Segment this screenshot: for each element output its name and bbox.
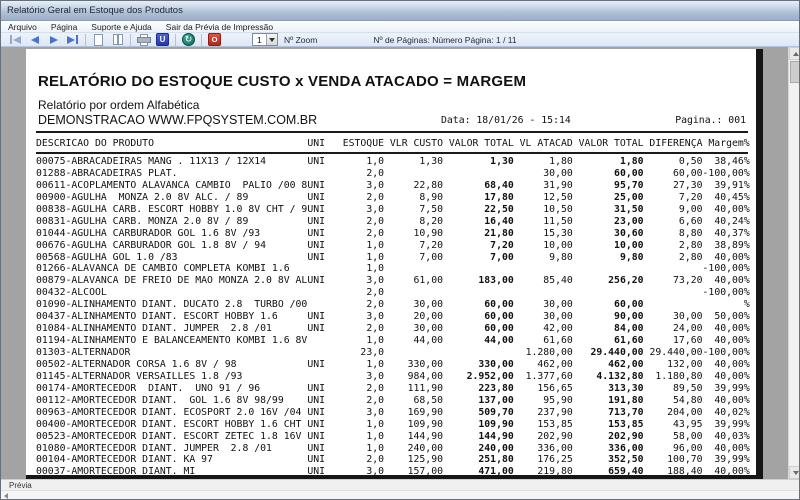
- table-row: 01084-ALINHAMENTO DIANT. JUMPER 2.8 /01 UNI 2,0 30,00 60,00 42,00 84,00 24,00 40,00%: [36, 323, 750, 335]
- printer-setup-icon: U: [156, 33, 169, 46]
- two-page-view-button[interactable]: [108, 33, 127, 46]
- table-row: 00037-AMORTECEDOR DIANT. MI UNI 3,0 157,00 471,00 219,80 659,40 188,40 40,00%: [36, 466, 750, 478]
- previous-page-icon: [31, 36, 39, 44]
- report-page-number: Pagina.: 001: [675, 115, 746, 126]
- table-row: 00611-ACOPLAMENTO ALAVANCA CAMBIO PALIO /00 8UNI 3,0 22,80 68,40 31,90 95,70 27,30 39,91%: [36, 179, 750, 191]
- table-row: 00831-AGULHA CARB. MONZA 2.0 8V / 89 UNI 2,0 8,20 16,40 11,50 23,00 6,60 40,24%: [36, 215, 750, 227]
- table-row: 00568-AGULHA GOL 1.0 /83 UNI 1,0 7,00 7,00 9,80 9,80 2,80 40,00%: [36, 251, 750, 263]
- status-bar: [1, 479, 800, 490]
- first-page-button[interactable]: [6, 33, 25, 46]
- zoom-label: Nº Zoom: [284, 34, 318, 45]
- report-company: DEMONSTRACAO WWW.FPQSYSTEM.COM.BR: [38, 113, 318, 127]
- exit-preview-button[interactable]: [205, 33, 224, 46]
- report-rows: [36, 156, 750, 478]
- table-row: 01080-AMORTECEDOR DIANT. JUMPER 2.8 /01 UNI 1,0 240,00 240,00 336,00 336,00 96,00 40,00%: [36, 442, 750, 454]
- previous-page-button[interactable]: [25, 33, 44, 46]
- chevron-down-icon: [269, 38, 275, 42]
- table-row: 00075-ABRACADEIRAS MANG . 11X13 / 12X14 UNI 1,0 1,30 1,30 1,80 1,80 0,50 38,46%: [36, 156, 750, 167]
- last-page-button[interactable]: [63, 33, 82, 46]
- report-title: RELATÓRIO DO ESTOQUE CUSTO x VENDA ATACADO = MARGEM: [38, 73, 527, 90]
- report-date: Data: 18/01/26 - 15:14: [441, 115, 571, 126]
- window-title: Relatório Geral em Estoque dos Produtos: [7, 5, 183, 16]
- printer-setup-button[interactable]: [153, 33, 172, 46]
- table-row: 00523-AMORTECEDOR DIANT. ESCORT ZETEC 1.8 16V UNI 1,0 144,90 144,90 202,90 202,90 58,00 40,03%: [36, 430, 750, 442]
- table-row: 01288-ABRACADEIRAS PLAT. 2,0 30,00 60,00 60,00-100,00%: [36, 167, 750, 179]
- table-row: 00104-AMORTECEDOR DIANT. KA 97 UNI 2,0 125,90 251,80 176,25 352,50 100,70 39,99%: [36, 454, 750, 466]
- table-row: 01194-ALINHAMENTO E BALANCEAMENTO KOMBI 1.6 8V 1,0 44,00 44,00 61,60 61,60 17,60 40,00%: [36, 335, 750, 347]
- chevron-down-icon: [793, 471, 799, 475]
- print-button[interactable]: [134, 33, 153, 46]
- table-row: 00900-AGULHA MONZA 2.0 8V ALC. / 89 UNI 2,0 8,90 17,80 12,50 25,00 7,20 40,45%: [36, 191, 750, 203]
- table-row: 01266-ALAVANCA DE CAMBIO COMPLETA KOMBI 1.6 1,0 -100,00%: [36, 263, 750, 275]
- preview-area: [1, 47, 800, 479]
- table-row: 00432-ALCOOL 2,0 -100,00%: [36, 287, 750, 299]
- menu-item-suporte[interactable]: Suporte e Ajuda: [91, 21, 152, 32]
- toolbar-separator: [130, 34, 131, 46]
- scroll-down-button[interactable]: [789, 466, 800, 479]
- report-divider: [36, 131, 748, 133]
- two-page-icon: [113, 34, 123, 45]
- menu-item-sair-previa[interactable]: Sair da Prévia de Impressão: [165, 21, 274, 32]
- last-page-icon: [67, 36, 75, 44]
- table-row: 00502-ALTERNADOR CORSA 1.6 8V / 98 UNI 1,0 330,00 330,00 462,00 462,00 132,00 40,00%: [36, 358, 750, 370]
- table-row: 00437-ALINHAMENTO DIANT. ESCORT HOBBY 1.6 UNI 3,0 20,00 60,00 30,00 90,00 30,00 50,00%: [36, 311, 750, 323]
- vertical-scrollbar[interactable]: [788, 47, 800, 479]
- single-page-view-button[interactable]: [89, 33, 108, 46]
- toolbar: [1, 33, 800, 47]
- menu-bar: [1, 21, 800, 33]
- table-row: 01090-ALINHAMENTO DIANT. DUCATO 2.8 TURBO /00 2,0 30,00 60,00 30,00 60,00 %: [36, 299, 750, 311]
- pages-label: Nº de Páginas: Número Página: 1 / 11: [373, 34, 517, 45]
- report-divider: [36, 152, 748, 154]
- printer-icon: [137, 34, 151, 46]
- table-row: 00838-AGULHA CARB. ESCORT HOBBY 1.0 8V CHT / 9UNI 3,0 7,50 22,50 10,50 31,50 9,00 40,00%: [36, 203, 750, 215]
- table-row: 00400-AMORTECEDOR DIANT. ESCORT HOBBY 1.6 CHT UNI 1,0 109,90 109,90 153,85 153,85 43,95 39,99%: [36, 418, 750, 430]
- report-subtitle: Relatório por ordem Alfabética: [38, 98, 200, 112]
- chevron-left-icon: [4, 493, 8, 499]
- scrollbar-thumb[interactable]: [790, 61, 800, 83]
- table-row: 00676-AGULHA CARBURADOR GOL 1.8 8V / 94 UNI 1,0 7,20 7,20 10,00 10,00 2,80 38,89%: [36, 239, 750, 251]
- next-page-icon: [50, 36, 58, 44]
- zoom-dropdown-button[interactable]: [266, 34, 277, 45]
- scroll-up-button[interactable]: [789, 47, 800, 60]
- table-row: 00963-AMORTECEDOR DIANT. ECOSPORT 2.0 16V /04 UNI 3,0 169,90 509,70 237,90 713,70 204,00 40,02%: [36, 406, 750, 418]
- report-page: [26, 49, 763, 479]
- window-titlebar[interactable]: [1, 1, 800, 21]
- report-column-header: DESCRICAO DO PRODUTO UNI ESTOQUE VLR CUSTO VALOR TOTAL VL ATACAD VALOR TOTAL DIFERENÇA Margem%: [36, 138, 750, 149]
- update-icon: ↻: [182, 33, 195, 46]
- update-button[interactable]: [179, 33, 198, 46]
- next-page-button[interactable]: [44, 33, 63, 46]
- toolbar-separator: [201, 34, 202, 46]
- table-row: 01145-ALTERNADOR VERSAILLES 1.8 /93 3,0 984,00 2.952,00 1.377,60 4.132,80 1.180,80 40,00%: [36, 370, 750, 382]
- menu-item-arquivo[interactable]: Arquivo: [8, 21, 37, 32]
- zoom-value: 1: [257, 35, 262, 45]
- table-row: 00879-ALAVANCA DE FREIO DE MAO MONZA 2.0 8V ALUNI 3,0 61,00 183,00 85,40 256,20 73,20 40,00%: [36, 275, 750, 287]
- toolbar-separator: [175, 34, 176, 46]
- toolbar-separator: [85, 34, 86, 46]
- exit-icon: O: [208, 33, 221, 46]
- first-page-icon: [10, 35, 12, 44]
- table-row: 00112-AMORTECEDOR DIANT. GOL 1.6 8V 98/99 UNI 2,0 68,50 137,00 95,90 191,80 54,80 40,00%: [36, 394, 750, 406]
- table-row: 01044-AGULHA CARBURADOR GOL 1.6 8V /93 UNI 2,0 10,90 21,80 15,30 30,60 8,80 40,37%: [36, 227, 750, 239]
- menu-item-pagina[interactable]: Página: [50, 21, 78, 32]
- zoom-dropdown[interactable]: [252, 33, 278, 46]
- chevron-up-icon: [793, 52, 799, 56]
- horizontal-scrollbar[interactable]: [1, 490, 800, 500]
- table-row: 00174-AMORTECEDOR DIANT. UNO 91 / 96 UNI 2,0 111,90 223,80 156,65 313,30 89,50 39,99%: [36, 382, 750, 394]
- status-text: Prévia: [9, 480, 32, 490]
- single-page-icon: [94, 34, 103, 46]
- table-row: 01303-ALTERNADOR 23,0 1.280,00 29.440,00 29.440,00-100,00%: [36, 347, 750, 358]
